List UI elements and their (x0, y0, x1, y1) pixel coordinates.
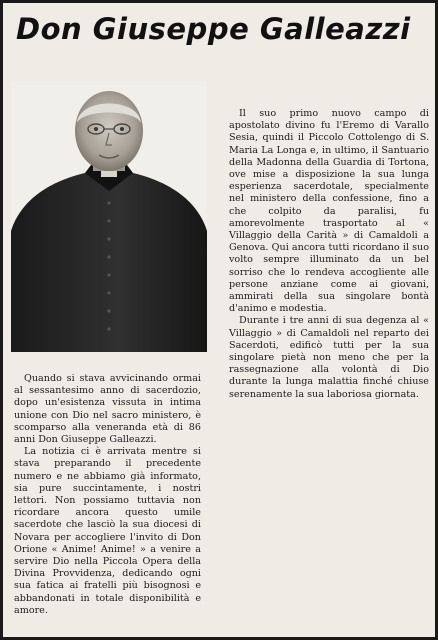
paragraph: La notizia ci è arrivata mentre si stava preparando il precedente numero e ne abbiamo già informato, sia pure succintamente, i nostri lettori. Non possiamo tuttavia non ricordare ancora questo umile sacerdote che lasciò la sua diocesi di Novara per accogliere l'invito di Don Orione « Anime! Anime! » a venire a servire Dio nella Piccola Opera della Divina Provvidenza, dedicando ogni sua fatica ai fratelli più bisognosi e abbandonati in totale disponibilità e amore. (14, 446, 201, 616)
paragraph: Il suo primo nuovo campo di apostolato divino fu l'Eremo di Varallo Sesia, quindi il Piccolo Cottolengo di S. Maria La Longa e, in ultimo, il Santuario della Madonna della Guardia di Tortona, ove mise a disposizione la sua lunga esperienza sacerdotale, specialmente nel ministero della confessione, fino a che colpito da paralisi, fu amorevolmente trasportato al « Villaggio della Carità » di Camaldoli a Genova. Qui ancora tutti ricordano il suo volto sempre illuminato da un bel sorriso che lo rendeva accogliente alle persone anziane come ai giovani, ammirati della sua singolare bontà d'animo e modestia. (229, 108, 429, 315)
left-column (14, 373, 201, 617)
article-title: Don Giuseppe Galleazzi (16, 12, 411, 46)
right-column (229, 108, 429, 401)
portrait-photo (11, 81, 207, 352)
paragraph: Quando si stava avvicinando ormai al sessantesimo anno di sacerdozio, dopo un'esistenza vissuta in intima unione con Dio nel sacro ministero, è scomparso alla veneranda età di 86 anni Don Giuseppe Galleazzi. (14, 373, 201, 446)
paragraph: Durante i tre anni di sua degenza al « Villaggio » di Camaldoli nel reparto dei Sacerdoti, edificò tutti per la sua singolare pietà non meno che per la rassegnazione alla volontà di Dio durante la lunga malattia finché chiuse serenamente la sua laboriosa giornata. (229, 315, 429, 400)
